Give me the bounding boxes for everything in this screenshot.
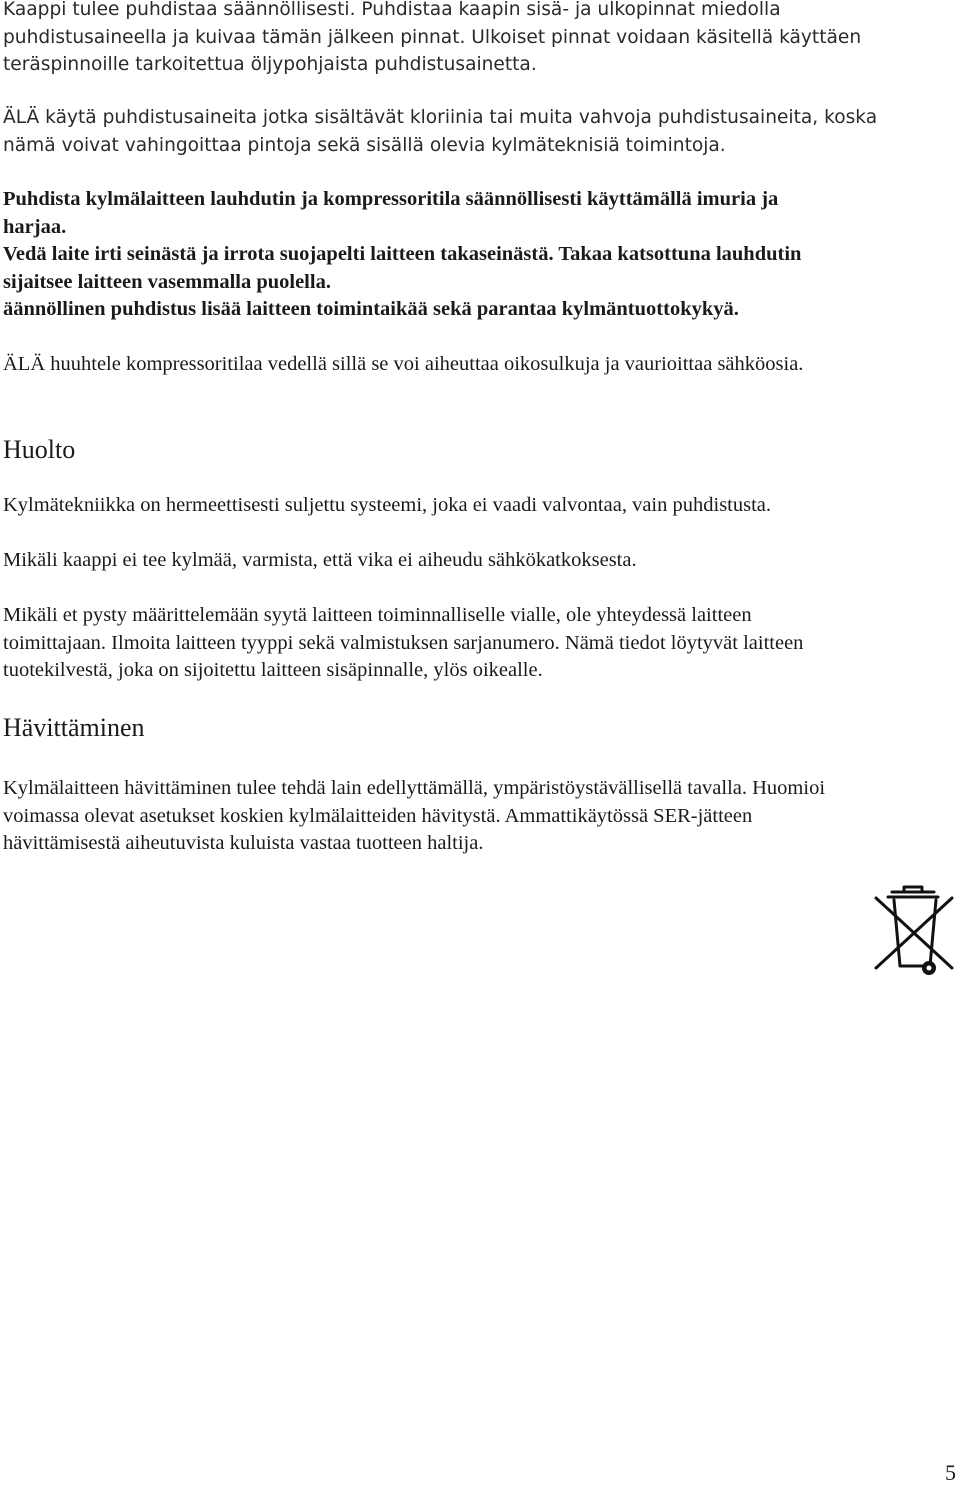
chemical-warning-paragraph: [3, 104, 952, 159]
huolto-heading: Huolto: [3, 435, 76, 464]
text-line: Kaappi tulee puhdistaa säännöllisesti. Puhdistaa kaapin sisä- ja ulkopinnat miedolla: [3, 0, 781, 20]
text-line: teräspinnoille tarkoitettua öljypohjaista puhdistusainetta.: [3, 54, 537, 75]
text-line: toimittajaan. Ilmoita laitteen tyyppi sekä valmistuksen sarjanumero. Nämä tiedot löytyvät laitteen: [3, 631, 804, 654]
text-line: Mikäli et pysty määrittelemään syytä laitteen toiminnalliselle vialle, ole yhteydessä laitteen: [3, 604, 752, 626]
huolto-paragraph-2: [3, 547, 952, 575]
crossed-out-wheelie-bin-icon: [872, 884, 956, 978]
text-line: Puhdista kylmälaitteen lauhdutin ja kompressoritila säännöllisesti käyttämällä imuria ja: [3, 188, 779, 210]
havittaminen-paragraph: [3, 775, 952, 858]
huolto-paragraph-1: [3, 492, 952, 520]
text-line: Vedä laite irti seinästä ja irrota suojapelti laitteen takaseinästä. Takaa katsottuna lauhdutin: [3, 243, 802, 265]
cleaning-paragraph: [3, 0, 952, 79]
huolto-paragraph-3: [3, 602, 952, 685]
text-line: puhdistusaineella ja kuivaa tämän jälkeen pinnat. Ulkoiset pinnat voidaan käsitellä käyttäen: [3, 26, 862, 48]
havittaminen-heading: Hävittäminen: [3, 713, 145, 742]
text-line: Mikäli kaappi ei tee kylmää, varmista, että vika ei aiheudu sähkökatkoksesta.: [3, 549, 637, 571]
text-line: Kylmälaitteen hävittäminen tulee tehdä lain edellyttämällä, ympäristöystävällisellä tavalla. Huomioi: [3, 777, 826, 799]
text-line: harjaa.: [3, 215, 67, 238]
condenser-instructions-paragraph: [3, 186, 952, 324]
text-line: ÄLÄ huuhtele kompressoritilaa vedellä sillä se voi aiheuttaa oikosulkuja ja vaurioittaa sähköosia.: [3, 353, 804, 375]
water-warning-paragraph: [3, 351, 952, 379]
text-line: nämä voivat vahingoittaa pintoja sekä sisällä olevia kylmäteknisiä toimintoja.: [3, 134, 726, 156]
text-line: hävittämisestä aiheutuvista kuluista vastaa tuotteen haltija.: [3, 832, 484, 854]
text-line: Kylmätekniikka on hermeettisesti suljettu systeemi, joka ei vaadi valvontaa, vain puhdistusta.: [3, 494, 772, 516]
text-line: äännöllinen puhdistus lisää laitteen toimintaikää sekä parantaa kylmäntuottokykyä.: [3, 298, 739, 320]
text-line: ÄLÄ käytä puhdistusaineita jotka sisältävät kloriinia tai muita vahvoja puhdistusaineita, koska: [3, 107, 878, 128]
text-line: sijaitsee laitteen vasemmalla puolella.: [3, 270, 331, 293]
page-number: 5: [945, 1460, 956, 1485]
text-line: tuotekilvestä, joka on sijoitettu laitteen sisäpinnalle, ylös oikealle.: [3, 659, 543, 681]
text-line: voimassa olevat asetukset koskien kylmälaitteiden hävitystä. Ammattikäytössä SER-jätteen: [3, 804, 753, 827]
